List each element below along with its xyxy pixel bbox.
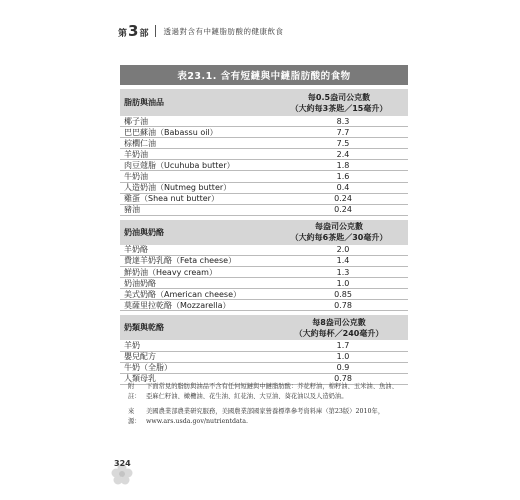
page-number: 324	[114, 459, 131, 468]
table-title: 表23.1. 含有短鏈與中鏈脂肪酸的食物	[120, 65, 408, 85]
table-row: 費達羊奶乳酪（Feta cheese） 1.4	[120, 256, 408, 267]
section-name: 奶油與奶酪	[124, 227, 164, 237]
table-row: 鮮奶油（Heavy cream） 1.3	[120, 267, 408, 278]
table-row: 羊奶 1.7	[120, 340, 408, 351]
table-section-milk	[120, 315, 408, 384]
source	[128, 407, 400, 427]
header-title: 透過對含有中鏈脂肪酸的健康飲食	[163, 26, 284, 36]
table-row: 羊奶油 2.4	[120, 149, 408, 160]
table-row: 奶油奶酪 1.0	[120, 278, 408, 289]
section-header	[120, 220, 408, 245]
section-unit: 每8盎司公克數 （大約每杯／240毫升）	[294, 317, 384, 338]
section-name: 奶類與乾酪	[124, 323, 164, 333]
table-row: 巴巴蘇油（Babassu oil） 7.7	[120, 127, 408, 138]
section-unit: 每0.5盎司公克數 （大約每3茶匙／15毫升）	[290, 92, 388, 113]
section-name: 脂肪與油品	[124, 98, 164, 107]
table-row: 牛奶（全脂） 0.9	[120, 363, 408, 374]
header-divider	[155, 25, 156, 37]
fat-table	[120, 65, 408, 385]
note-label: 附註：	[128, 383, 141, 400]
part-label: 第3部	[118, 22, 149, 40]
table-row: 豬油 0.24	[120, 205, 408, 216]
note-text: 下面常見的脂肪與油品不含有任何短鏈與中鏈脂肪酸：芥花籽油，棉籽油、玉米油、魚油、亞麻仁籽油、橄欖油、花生油、紅花油、大豆油、葵花油以及人造奶油。	[146, 383, 398, 400]
table-row: 羊奶酪 2.0	[120, 245, 408, 256]
table-row: 人類母乳 0.78	[120, 374, 408, 385]
table-row: 人造奶油（Nutmeg butter） 0.4	[120, 183, 408, 194]
running-header	[118, 20, 283, 42]
table-row: 椰子油 8.3	[120, 116, 408, 127]
table-row: 莫薩里拉乾酪（Mozzarella） 0.78	[120, 300, 408, 311]
table-row: 嬰兒配方 1.0	[120, 352, 408, 363]
source-text: 美國農業部農業研究服務，美國農業部國家營養標準參考資料庫（第23版）2010年，www.ars.usda.gov/nutrientdata.	[146, 408, 385, 425]
table-notes	[128, 382, 400, 427]
section-header	[120, 89, 408, 116]
section-unit: 每盎司公克數 （大約每6茶匙／30毫升）	[290, 222, 388, 243]
table-section-cream-cheese	[120, 220, 408, 312]
source-label: 來源：	[128, 408, 141, 425]
table-row: 肉豆蔻脂（Ucuhuba butter） 1.8	[120, 160, 408, 171]
table-row: 棕櫚仁油 7.5	[120, 138, 408, 149]
table-row: 牛奶油 1.6	[120, 171, 408, 182]
table-section-fats-oils	[120, 89, 408, 216]
section-header	[120, 315, 408, 340]
table-row: 美式奶酪（American cheese） 0.85	[120, 289, 408, 300]
note	[128, 382, 400, 402]
table-row: 雞蛋（Shea nut butter） 0.24	[120, 194, 408, 205]
